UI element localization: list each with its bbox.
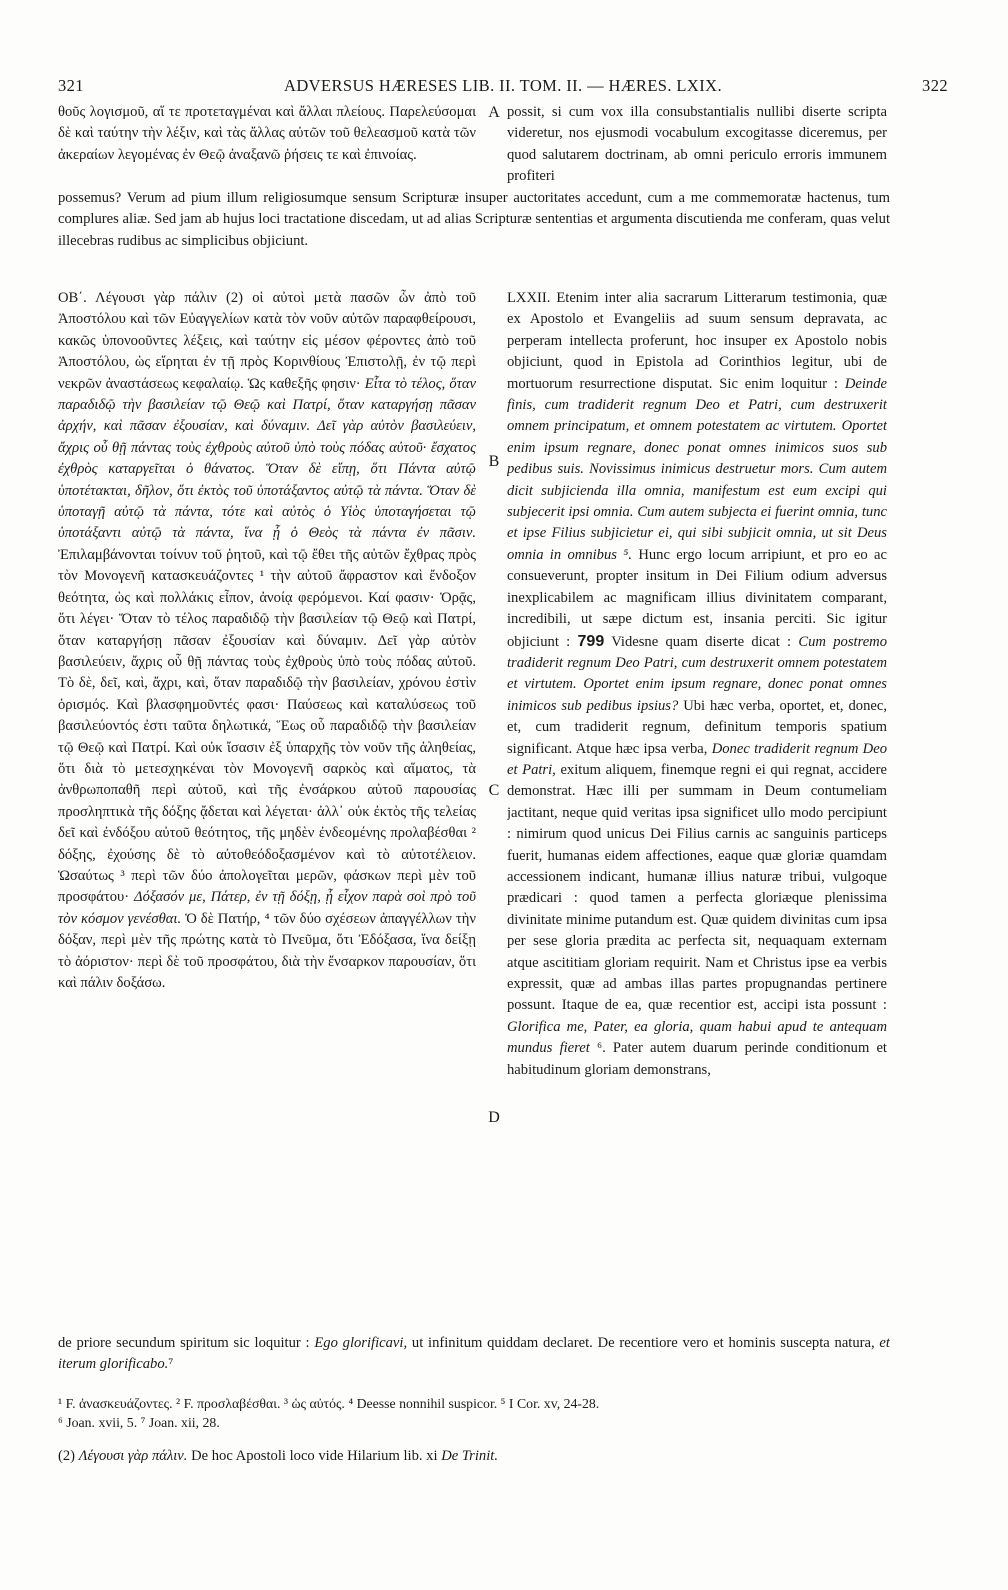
full-width-paragraph-top (58, 188, 890, 274)
latin-commentary-2: Videsne quam diserte dicat : (611, 633, 792, 650)
latin-commentary-1: Hunc ergo locum arripiunt, et pro eo ac consueverunt, propter insitum in Dei Filium odium adversus inexplicabilem ac magnificam illius divinitatem comparant, incredibili, ut sæpe dictum est, insania perciti. Sic igitur objiciunt : (507, 546, 887, 650)
latin-quote-3: Donec tradiderit regnum Deo et Patri, (507, 740, 887, 778)
margin-letter-c: C (488, 782, 500, 799)
latin-scripture-quote: Deinde finis, cum tradiderit regnum Deo et Patri, cum destruxerit omnem principatum, et omnem potestatem ac virtutem. Oportet enim ipsum regnare, donec ponat omnes inimicos suos sub pedibus suis. Novissimus inimicus destruetur mors. Cum autem dicit subjicienda illa omnia, manifestum est eum excipi qui subjecerit ipsi omnia. Cum autem subjecta ei fuerint omnia, tunc et ipse Filius subjicietur ei, qui sibi subjicit omnia, ut sit Deus omnia in omnibus ⁵. (507, 375, 887, 563)
footnote-line-2: ⁶ Joan. xvii, 5. ⁷ Joan. xii, 28. (58, 1415, 220, 1430)
header-title: ADVERSUS HÆRESES LIB. II. TOM. II. — HÆRES. LXIX. (284, 76, 722, 95)
full-width-paragraph-bottom (58, 1333, 890, 1381)
bottom-footnote-ref: ⁷ (168, 1356, 174, 1373)
greek-john-quote: Δόξασόν με, Πάτερ, ἐν τῇ δόξῃ, ᾗ εἶχον παρὰ σοὶ πρὸ τοῦ τὸν κόσμον γενέσθαι. (58, 889, 476, 927)
greek-closing: Ὁ δὲ Πατήρ, ⁴ τῶν δύο σχέσεων ἀπαγγέλλων τὴν δόξαν, περὶ μὲν τῆς πρώτης κατὰ τὸ Πνεῦμα, ὅτι Ἐδόξασα, ἵνα δείξῃ τὸ ἀόριστον· περὶ δὲ τοῦ προσφάτου, διὰ τὴν ἔνσαρκον παρουσίαν, ὅτι καὶ πάλιν δοξάσω. (58, 910, 476, 991)
latin-quote-2: Cum postremo tradiderit regnum Deo Patri, cum destruxerit omnem potestatem et virtutem. Oportet enim ipsum regnare, donec ponat omnes inimicos sub pedibus ipsius? (507, 633, 887, 714)
bottom-quote-1: Ego glorificavi, (314, 1335, 408, 1351)
latin-commentary-3: Ubi hæc verba, oportet, et, donec, et, cum tradiderit regnum, definitum temporis spatium significant. Atque hæc ipsa verba, (507, 697, 887, 757)
footnotes (58, 1394, 898, 1432)
page-number-right: 322 (922, 76, 948, 95)
margin-letter-b: B (488, 453, 500, 470)
latin-quote-4: Glorifica me, Pater, ea gloria, quam habui apud te antequam mundus fieret (507, 1018, 887, 1057)
margin-letter-a: A (488, 104, 500, 121)
margin-letter-d: D (488, 1109, 500, 1126)
greek-column-main (58, 288, 476, 1333)
bottom-quote-2: et iterum glorificabo. (58, 1335, 890, 1373)
greek-scripture-quote: Εἶτα τὸ τέλος, ὅταν παραδιδῷ τὴν βασιλείαν τῷ Θεῷ καὶ Πατρί, ὅταν καταργήσῃ πᾶσαν ἀρχήν, καὶ πᾶσαν ἐξουσίαν, καὶ δύναμιν. Δεῖ γὰρ αὐτὸν βασιλεύειν, ἄχρις οὗ θῇ πάντας τοὺς ἐχθροὺς αὐτοῦ ὑπὸ τοὺς πόδας αὐτοῦ· ἔσχατος ἐχθρὸς καταργεῖται ὁ θάνατος. Ὅταν δὲ εἴπῃ, ὅτι Πάντα αὐτῷ ὑποτέτακται, δῆλον, ὅτι ἐκτὸς τοῦ ὑποτάξαντος αὐτῷ τὰ πάντα. Ὅταν δὲ ὑποταγῇ αὐτῷ τὰ πάντα, τότε καὶ αὐτὸς ὁ Υἱὸς ὑποταγήσεται τῷ ὑποτάξαντι αὐτῷ τὰ πάντα, ἵνα ᾖ ὁ Θεὸς τὰ πάντα ἐν πᾶσιν. (58, 375, 476, 542)
migne-column-number: 799 (577, 632, 605, 650)
latin-section (507, 288, 887, 1081)
latin-section-lead: LXXII. Etenim inter alia sacrarum Litterarum testimonia, quæ ex Apostolo et Evangeliis ad suum sensum depravata, ac perperam intellecta proferunt, hoc insuper ex Apostolo nobis objiciunt, quod in Epistola ad Corinthios legitur, ubi de mortuorum resurrectione disputat. Sic enim loquitur : (507, 290, 887, 392)
footnote-line-1: ¹ F. ἀνασκευάζοντες. ² F. προσλαβέσθαι. ³ ὡς αὐτός. ⁴ Deesse nonnihil suspicor. ⁵ I Cor. xv, 24-28. (58, 1396, 600, 1411)
running-header (58, 76, 948, 98)
greek-top-text: θοῦς λογισμοῦ, αἵ τε προτεταγμέναι καὶ ἄλλαι πλείους. Παρελεύσομαι δὲ καὶ ταύτην τὴν λέξιν, καὶ τὰς ἄλλας αὐτῶν τοῦ θελεασμοῦ κατὰ τῶν ἀκεραίων λεγομένας ἐν Θεῷ ἀναξανῶ ῥήσεις τε καὶ ἐπινοίας. (58, 104, 476, 163)
bottom-text-2: ut infinitum quiddam declaret. De recentiore vero et hominis suscepta natura, (411, 1335, 875, 1351)
editor-note-title: De Trinit. (441, 1448, 498, 1464)
latin-bottom-text (58, 1333, 890, 1376)
greek-section-lead: ΟΒ΄. Λέγουσι γὰρ πάλιν (2) οἱ αὐτοὶ μετὰ πασῶν ὧν ἀπὸ τοῦ Ἀποστόλου καὶ τῶν Εὐαγγελίων κατὰ τὸν νοῦν αὐτῶν παραφθείρουσι, κακῶς ὑπονοοῦντες λέξεις, καὶ ταύτην εἰς μέσον φέροντες ἀπὸ τοῦ Ἀποστόλου, ὡς εἴρηται ἐν τῇ πρὸς Κορινθίους Ἐπιστολῇ, ἐν τῷ περὶ νεκρῶν ἀναστάσεως κεφαλαίῳ. Ὡς καθεξῆς φησιν· (58, 290, 476, 392)
greek-section-intro (58, 288, 476, 994)
latin-commentary-5: ⁶. Pater autem duarum perinde conditionum et habitudinum gloriam demonstrans, (507, 1040, 887, 1078)
editor-note (58, 1446, 898, 1466)
latin-column-main (507, 288, 887, 1333)
latin-column-top (507, 102, 887, 188)
latin-commentary-4: exitum aliquem, finemque regni ei qui regnat, accidere demonstrat. Hæc illi per summam in Deum contumeliam jactitant, neque quid veritas ipsa significet ullo modo percipiunt : nimirum quod unicus Dei Filius carnis ac sanguinis particeps fuerit, humanas eidem affectiones, eaque quæ gloriæ quamdam accessionem indicant, humanæ illius naturæ tribui, vulgoque prædicari : quod tamen a perfecta gloriæque plenissima divinitate minime putandum est. Quæ quidem divinitas cum ipsa per sese gloria prædita ac perfecta sit, nequaquam externam atque ascititiam gloriam requirit. Nam et Christus ipse ea verbis expressit, quæ ad ambas illas partes propugnandas pertinere possunt. Itaque de ea, quæ recentior est, accipi ista possunt : (507, 761, 887, 1014)
latin-top-full-text: possemus? Verum ad pium illum religiosumque sensum Scripturæ insuper auctoritates accedunt, cum a me commemoratæ hactenus, tum complures aliæ. Sed jam ab hujus loci tractatione discedam, ut ad alias Scripturæ sententias et argumenta discutienda me conferam, quas velut illecebras rudibus ac simplicibus objiciunt. (58, 190, 890, 249)
editor-note-text: De hoc Apostoli loco vide Hilarium lib. xi (191, 1448, 438, 1464)
bottom-text-1: de priore secundum spiritum sic loquitur : (58, 1335, 310, 1351)
editor-note-mark: (2) (58, 1448, 76, 1464)
greek-column-top (58, 102, 476, 188)
latin-top-text: possit, si cum vox illa consubstantialis nullibi diserte scripta videretur, nos ejusmodi vocabulum excogitasse diceremus, per quod salutarem doctrinam, ab omni periculo erroris immunem profiteri (507, 104, 887, 185)
editor-note-greek: Λέγουσι γὰρ πάλιν. (78, 1448, 188, 1464)
greek-commentary: Ἐπιλαμβάνονται τοίνυν τοῦ ῥητοῦ, καὶ τῷ ἔθει τῆς αὐτῶν ἔχθρας πρὸς τὸν Μονογενῆ κατασκευάζοντες ¹ τὴν αὐτοῦ ἄφραστον καὶ ἔνδοξον θεότητα, ὡς καὶ πολλάκις εἶπον, ἀνοίᾳ φερόμενοι. Καί φασιν· Ὁρᾷς, ὅτι λέγει· Ὅταν τὸ τέλος παραδιδῷ τὴν βασιλείαν τῷ Θεῷ καὶ Πατρί, ὅταν καταργήσῃ πᾶσαν ἐξουσίαν καὶ δύναμιν. Δεῖ γὰρ αὐτὸν βασιλεύειν, ἄχρις οὗ θῇ πάντας τοὺς ἐχθροὺς ὑπὸ τοὺς πόδας αὐτοῦ. Τὸ δὲ, δεῖ, καὶ, ἄχρι, καὶ, ὅταν παραδιδῷ τὴν βασιλείαν, χρόνου ἐστὶν ὁρισμός. Καὶ βλασφημοῦντές φασι· Παύσεως καὶ καταλύσεως τοῦ βασιλεύοντός ἐστι ταῦτα δηλωτικά, Ἕως οὗ παραδιδῷ τὴν βασιλείαν τῷ Θεῷ καὶ Πατρί. Καὶ οὐκ ἴσασιν ἐξ ὑπαρχῆς τὸν νοῦν τῆς ἀληθείας, ὅτι διὰ τὸ μετεσχηκέναι τὸν Μονογενῆ σαρκὸς καὶ αἵματος, τὰ ἀνθρωποπαθῆ περὶ αὐτοῦ, καὶ τῆς ἐνσάρκου αὐτοῦ παρουσίας προσληπτικὰ τῆς δόξης ᾄδεται καὶ λέγεται· ἀλλ᾽ οὐκ ἐκτὸς τῆς τελείας δεῖ καὶ ἐνδόξου αὐτοῦ θεότητος, τῆς μηδὲν ἐνδεομένης προλαβέσθαι ² δόξης, ἐχούσης δὲ τὸ αὐτοθεόδοξασμένον καὶ τὸ αὐτοτέλειον. Ὡσαύτως ³ περὶ τῶν δύο ἀπολογεῖται μερῶν, φάσκων περὶ μὲν τοῦ προσφάτου· (58, 546, 476, 906)
page-number-left: 321 (58, 76, 84, 95)
